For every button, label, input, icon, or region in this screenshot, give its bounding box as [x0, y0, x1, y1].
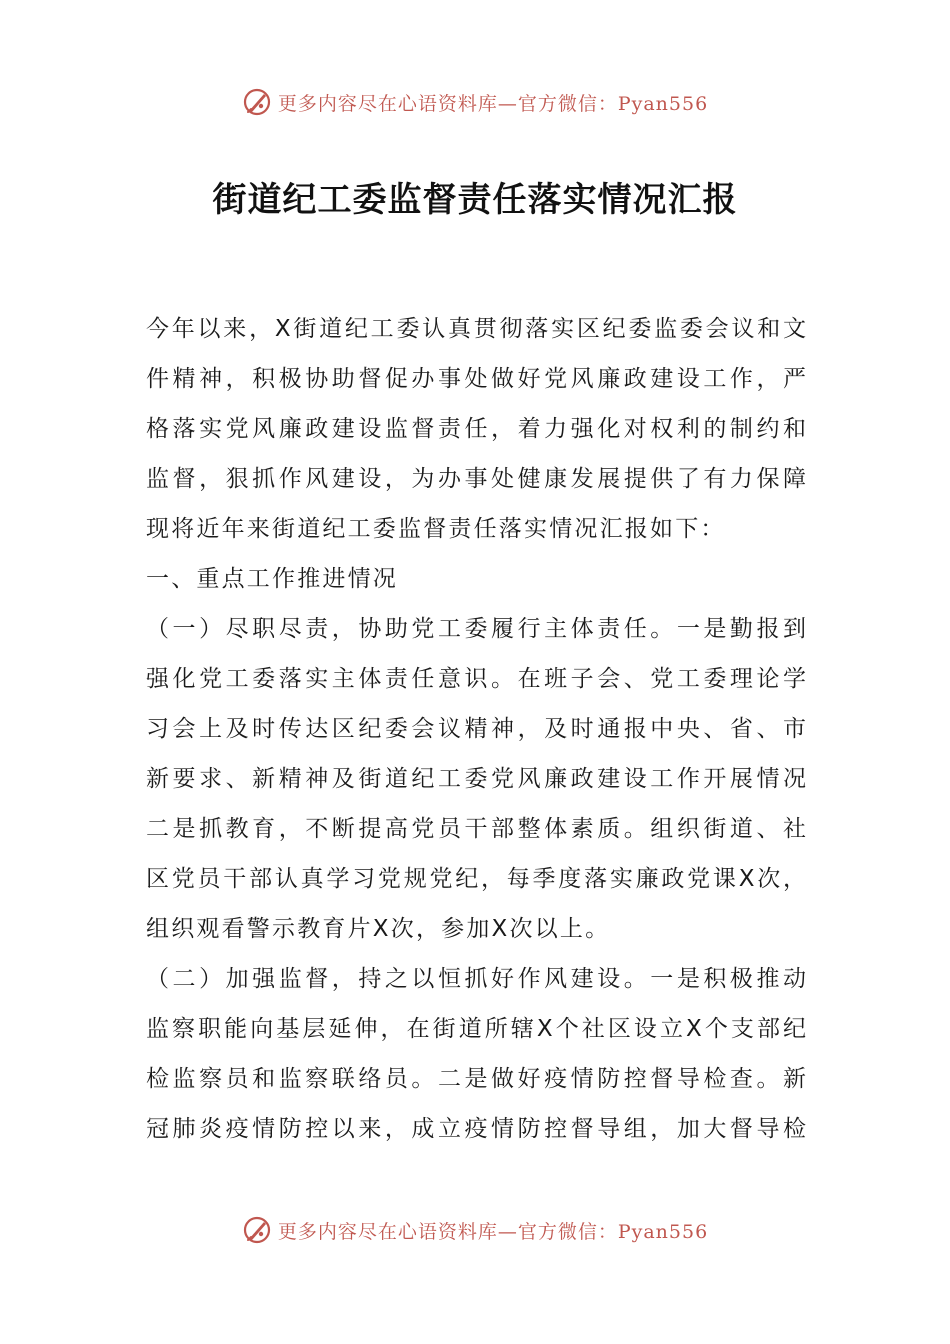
body-line: 强化党工委落实主体责任意识。在班子会、党工委理论学 [146, 666, 806, 692]
document-title: 街道纪工委监督责任落实情况汇报 [212, 180, 738, 220]
header-watermark-banner [0, 82, 950, 122]
quill-logo-icon [242, 87, 272, 117]
body-line: 新要求、新精神及街道纪工委党风廉政建设工作开展情况 [146, 766, 806, 792]
body-line: （一）尽职尽责，协助党工委履行主体责任。一是勤报到 [146, 616, 806, 642]
body-line: 件精神，积极协助督促办事处做好党风廉政建设工作，严 [146, 366, 806, 392]
section-heading: 一、重点工作推进情况 [146, 566, 398, 592]
footer-watermark-banner [0, 1210, 950, 1250]
body-line: 监察职能向基层延伸，在街道所辖X个社区设立X个支部纪 [146, 1016, 806, 1042]
body-line: 区党员干部认真学习党规党纪，每季度落实廉政党课X次， [146, 866, 806, 892]
body-line: 现将近年来街道纪工委监督责任落实情况汇报如下： [146, 516, 726, 542]
body-line: （二）加强监督，持之以恒抓好作风建设。一是积极推动 [146, 966, 806, 992]
body-line: 今年以来，X街道纪工委认真贯彻落实区纪委监委会议和文 [146, 316, 806, 342]
document-body [146, 304, 806, 1154]
body-line: 检监察员和监察联络员。二是做好疫情防控督导检查。新 [146, 1066, 806, 1092]
watermark-text: 更多内容尽在心语资料库—官方微信：Pyan556 [277, 1220, 709, 1243]
body-line: 冠肺炎疫情防控以来，成立疫情防控督导组，加大督导检 [146, 1116, 806, 1142]
body-line: 习会上及时传达区纪委会议精神，及时通报中央、省、市 [146, 716, 806, 742]
body-line: 格落实党风廉政建设监督责任，着力强化对权利的制约和 [146, 416, 806, 442]
quill-logo-icon [242, 1215, 272, 1245]
body-line: 监督，狠抓作风建设，为办事处健康发展提供了有力保障 [146, 466, 806, 492]
body-line: 二是抓教育，不断提高党员干部整体素质。组织街道、社 [146, 816, 806, 842]
body-line: 组织观看警示教育片X次，参加X次以上。 [146, 916, 611, 942]
watermark-text: 更多内容尽在心语资料库—官方微信：Pyan556 [277, 92, 709, 115]
